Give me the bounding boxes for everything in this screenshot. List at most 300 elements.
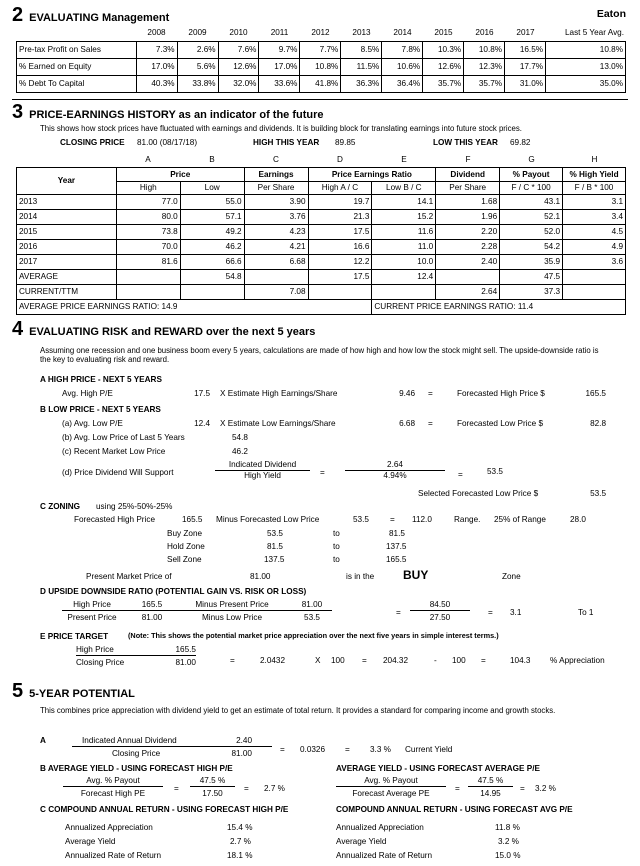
cell: 35.7% — [423, 76, 464, 93]
est-low-eps-value: 6.68 — [399, 419, 415, 428]
year-header: 2009 — [188, 27, 207, 37]
avg-pe-ratio: AVERAGE PRICE EARNINGS RATIO: 14.9 — [17, 300, 372, 315]
column-letter: D — [337, 155, 343, 165]
column-letter: E — [401, 155, 407, 165]
year-header: 2013 — [352, 27, 371, 37]
equals: = — [345, 745, 350, 754]
cell: 33.8% — [177, 76, 218, 93]
high-yield-label: High Yield — [244, 471, 281, 481]
row-label: AVERAGE — [17, 270, 117, 285]
b-avg-yield-avg-title: AVERAGE YIELD - USING FORECAST AVERAGE P/E — [336, 764, 540, 773]
cell: 52.0 — [500, 225, 563, 240]
cell: 37.3 — [500, 285, 563, 300]
cell: 40.3% — [136, 76, 177, 93]
b-avg-yield-high-title: B AVERAGE YIELD - USING FORECAST HIGH P/E — [40, 764, 233, 773]
management-grid — [16, 41, 626, 93]
est-high-eps-value: 9.46 — [399, 389, 415, 398]
cell: 17.7% — [505, 59, 546, 76]
sell-zone-from: 137.5 — [264, 555, 285, 564]
cell: 15.2 — [372, 210, 436, 225]
c-avg-yield-value: 2.7 % — [230, 837, 251, 846]
row-label: CURRENT/TTM — [17, 285, 117, 300]
a-dividend-value: 2.40 — [236, 736, 252, 745]
cell: 12.2 — [308, 255, 372, 270]
cell: 5.6% — [177, 59, 218, 76]
table-row — [17, 225, 626, 240]
current-row — [17, 285, 626, 300]
forecast-high-value: 165.5 — [585, 389, 606, 398]
column-letter: F — [465, 155, 471, 165]
cell: 73.8 — [116, 225, 180, 240]
section-number: 4 — [12, 318, 24, 340]
d-minus-present: 81.00 — [301, 600, 323, 609]
buy-zone-from: 53.5 — [267, 529, 283, 538]
d-minus-low: 53.5 — [304, 613, 320, 623]
c-appreciation-value: 15.4 % — [227, 823, 253, 832]
row-year: 2017 — [17, 255, 117, 270]
section-intro: This shows how stock prices have fluctuated with earnings and dividends. It is building block for translating earnings into future stock prices. — [40, 124, 522, 133]
low-this-year-label: LOW THIS YEAR — [433, 138, 498, 147]
d-high-price: 165.5 — [141, 600, 163, 609]
per-header: Price Earnings Ratio — [308, 168, 436, 182]
zoning-fhp-value: 165.5 — [182, 515, 203, 524]
cell: 10.8% — [300, 59, 341, 76]
cell: 49.2 — [180, 225, 244, 240]
a-current-yield-label: Current Yield — [405, 745, 453, 754]
cell: 54.2 — [500, 240, 563, 255]
cell: 9.7% — [259, 42, 300, 59]
section-intro: This combines price appreciation with dividend yield to get an estimate of total return. It provides a standard for comparing income and growth stocks. — [40, 706, 556, 715]
cell: 2.6% — [177, 42, 218, 59]
recent-low-value: 46.2 — [232, 447, 248, 456]
e-appreciation-label: % Appreciation — [550, 656, 605, 665]
sell-zone-label: Sell Zone — [167, 555, 202, 564]
table-row — [17, 195, 626, 210]
avg-cell: 10.8% — [546, 42, 626, 59]
c2-avg-yield-value: 3.2 % — [498, 837, 519, 846]
row-year: 2015 — [17, 225, 117, 240]
table-row — [17, 240, 626, 255]
cell: 8.5% — [341, 42, 382, 59]
equals: = — [174, 784, 179, 793]
b-payout-value: 47.5 % — [190, 776, 235, 787]
cell: 52.1 — [500, 210, 563, 225]
cell: 4.9 — [563, 240, 626, 255]
forecast-low-label: Forecasted Low Price $ — [457, 419, 544, 428]
e-price-target-note: (Note: This shows the potential market price appreciation over the next five years in simple interest terms.) — [128, 631, 499, 640]
zone-word: Zone — [502, 572, 521, 581]
subheader: Per Share — [244, 182, 308, 195]
year-header: 2015 — [434, 27, 453, 37]
cell: 57.1 — [180, 210, 244, 225]
cell: 11.0 — [372, 240, 436, 255]
cell — [563, 270, 626, 285]
e-high-price-label: High Price — [76, 645, 114, 654]
cell: 3.1 — [563, 195, 626, 210]
e-hundred: 100 — [331, 656, 345, 665]
cell: 6.68 — [244, 255, 308, 270]
c2-rate-of-return-value: 15.0 % — [495, 851, 521, 860]
a-closing-label: Closing Price — [112, 749, 161, 759]
cell: 17.5 — [308, 225, 372, 240]
year-header: 2016 — [475, 27, 494, 37]
equals: = — [488, 608, 493, 617]
indicated-dividend-label: Indicated Dividend — [215, 460, 310, 471]
cell: 35.9 — [500, 255, 563, 270]
cell: 14.1 — [372, 195, 436, 210]
d-minus-present-label: Minus Present Price — [195, 600, 269, 609]
d-updown-title: D UPSIDE DOWNSIDE RATIO (POTENTIAL GAIN VS. RISK OR LOSS) — [40, 587, 307, 596]
price-header: Price — [116, 168, 244, 182]
d-upside: 84.50 — [410, 600, 470, 611]
subheader: Low — [180, 182, 244, 195]
high-this-year-value: 89.85 — [335, 138, 356, 147]
zoning-range-label: Range. — [454, 515, 481, 524]
table-row — [17, 76, 626, 93]
cell: 1.68 — [436, 195, 500, 210]
equals: = — [362, 656, 367, 665]
cell: 10.3% — [423, 42, 464, 59]
forecast-high-label: Forecasted High Price $ — [457, 389, 545, 398]
b-low-price-title: B LOW PRICE - NEXT 5 YEARS — [40, 405, 161, 414]
cell: 36.4% — [382, 76, 423, 93]
sell-zone-to: 165.5 — [386, 555, 407, 564]
average-row — [17, 270, 626, 285]
est-low-eps-label: X Estimate Low Earnings/Share — [220, 419, 336, 428]
table-row — [17, 210, 626, 225]
cell: 7.7% — [300, 42, 341, 59]
table-row — [17, 42, 626, 59]
cell: 33.6% — [259, 76, 300, 93]
cell: 4.21 — [244, 240, 308, 255]
b-high-fraction-values — [190, 776, 235, 799]
cell: 12.4 — [372, 270, 436, 285]
low-this-year-value: 69.82 — [510, 138, 531, 147]
a-yield-decimal: 0.0326 — [300, 745, 326, 754]
e-appreciation-value: 104.3 — [510, 656, 531, 665]
c-zoning-title: C ZONING — [40, 502, 81, 511]
hold-zone-to: 137.5 — [386, 542, 407, 551]
b2-fraction-labels — [336, 776, 446, 799]
high-yield-value: 4.94% — [383, 471, 407, 481]
e-closing-price-label: Closing Price — [76, 658, 125, 668]
dividend-support-label: (d) Price Dividend Will Support — [62, 468, 174, 477]
equals: = — [396, 608, 401, 617]
avg-low-5y-value: 54.8 — [232, 433, 248, 442]
e-closing-price: 81.00 — [175, 658, 196, 668]
column-letter: B — [209, 155, 215, 165]
zoning-range-value: 112.0 — [412, 515, 432, 524]
section-4 — [12, 319, 628, 339]
section-title: EVALUATING RISK and REWARD over the next 5 years — [29, 326, 316, 338]
cell: 4.23 — [244, 225, 308, 240]
cell: 10.6% — [382, 59, 423, 76]
cell: 32.0% — [218, 76, 259, 93]
selected-low-label: Selected Forecasted Low Price $ — [418, 489, 539, 498]
equals: = — [280, 745, 285, 754]
cell: 81.6 — [116, 255, 180, 270]
buy-zone-label: Buy Zone — [167, 529, 203, 538]
section-title: 5-YEAR POTENTIAL — [29, 688, 135, 700]
e-minus: - — [434, 656, 437, 665]
c-rate-of-return-value: 18.1 % — [227, 851, 253, 860]
recent-low-label: (c) Recent Market Low Price — [62, 447, 166, 456]
dividend-support-value: 53.5 — [487, 467, 503, 476]
year-header: 2008 — [147, 27, 166, 37]
b-forecast-high-pe-value: 17.50 — [202, 789, 223, 799]
equals: = — [390, 515, 395, 524]
cell: 10.0 — [372, 255, 436, 270]
cell: 19.7 — [308, 195, 372, 210]
dividend-support-value-fraction — [345, 460, 445, 481]
section-3 — [12, 99, 628, 122]
c-compound-avg-title: COMPOUND ANNUAL RETURN - USING FORECAST AVG P/E — [336, 805, 573, 814]
cell: 2.64 — [436, 285, 500, 300]
company-name: Eaton — [596, 8, 626, 20]
row-year: 2013 — [17, 195, 117, 210]
closing-price-value: 81.00 (08/17/18) — [137, 138, 198, 147]
e-hundred-b: 100 — [452, 656, 466, 665]
cell: 2.40 — [436, 255, 500, 270]
table-row — [17, 59, 626, 76]
year-header: 2017 — [516, 27, 535, 37]
equals: = — [458, 470, 463, 479]
cell: 7.6% — [218, 42, 259, 59]
cell: 47.5 — [500, 270, 563, 285]
c-avg-yield-label: Average Yield — [65, 837, 116, 846]
subheader: Low B / C — [372, 182, 436, 195]
column-letter: H — [591, 155, 598, 165]
section-title: PRICE-EARNINGS HISTORY as an indicator of the future — [29, 109, 324, 121]
subheader: High A / C — [308, 182, 372, 195]
cell: 55.0 — [180, 195, 244, 210]
cell: 11.5% — [341, 59, 382, 76]
cell: 16.6 — [308, 240, 372, 255]
cell: 17.0% — [259, 59, 300, 76]
c2-appreciation-value: 11.8 % — [495, 823, 520, 832]
year-header: 2010 — [229, 27, 248, 37]
section-number: 3 — [12, 101, 24, 123]
d-present-price: 81.00 — [141, 613, 163, 623]
closing-price-label: CLOSING PRICE — [60, 138, 125, 147]
avg-cell: 35.0% — [546, 76, 626, 93]
cell: 2.28 — [436, 240, 500, 255]
row-label: % Earned on Equity — [17, 59, 137, 76]
cell: 11.6 — [372, 225, 436, 240]
cell — [244, 270, 308, 285]
avg-low-5y-label: (b) Avg. Low Price of Last 5 Years — [62, 433, 185, 442]
zoning-pct-value: 28.0 — [570, 515, 586, 524]
section-number: 5 — [12, 680, 24, 702]
e-ratio: 2.0432 — [260, 656, 286, 665]
cell — [372, 285, 436, 300]
cell — [116, 270, 180, 285]
cell: 43.1 — [500, 195, 563, 210]
present-price-value: 81.00 — [250, 572, 271, 581]
cell: 21.3 — [308, 210, 372, 225]
cell: 12.6% — [218, 59, 259, 76]
equals: = — [455, 784, 460, 793]
current-pe-ratio: CURRENT PRICE EARNINGS RATIO: 11.4 — [372, 300, 626, 315]
b-forecast-high-pe-label: Forecast High PE — [80, 789, 146, 799]
column-letter: G — [528, 155, 535, 165]
a-current-yield-letter: A — [40, 736, 46, 745]
b-payout-label: Avg. % Payout — [63, 776, 163, 787]
cell: 66.6 — [180, 255, 244, 270]
earnings-header: Earnings — [244, 168, 308, 182]
d-present-price-label: Present Price — [67, 613, 117, 623]
year-header: 2014 — [393, 27, 412, 37]
est-high-eps-label: X Estimate High Earnings/Share — [220, 389, 338, 398]
year-header: Year — [17, 168, 117, 195]
cell: 7.3% — [136, 42, 177, 59]
cell — [308, 285, 372, 300]
a-closing-value: 81.00 — [231, 749, 252, 759]
cell — [116, 285, 180, 300]
avg-high-pe-value: 17.5 — [194, 389, 210, 398]
d-minus-low-label: Minus Low Price — [201, 613, 263, 623]
section-number: 2 — [12, 4, 24, 26]
equals: = — [481, 656, 486, 665]
c2-appreciation-label: Annualized Appreciation — [336, 823, 424, 832]
cell: 1.96 — [436, 210, 500, 225]
cell: 12.3% — [464, 59, 505, 76]
b-high-fraction-labels — [63, 776, 163, 799]
cell: 36.3% — [341, 76, 382, 93]
cell: 31.0% — [505, 76, 546, 93]
high-this-year-label: HIGH THIS YEAR — [253, 138, 320, 147]
buy-zone-to: 81.5 — [389, 529, 405, 538]
section-5 — [12, 681, 628, 701]
section-2 — [12, 5, 628, 25]
updown-frac-values — [410, 600, 470, 623]
b2-payout-value: 47.5 % — [468, 776, 513, 787]
year-header: 2012 — [311, 27, 330, 37]
zoning-fhp-label: Forecasted High Price — [74, 515, 155, 524]
zoning-pct-label: 25% of Range — [494, 515, 546, 524]
d-ratio: 3.1 — [510, 608, 522, 617]
d-high-price-label: High Price — [73, 600, 111, 609]
b2-fraction-values — [468, 776, 513, 799]
equals: = — [428, 389, 433, 398]
c-compound-high-title: C COMPOUND ANNUAL RETURN - USING FORECAST HIGH P/E — [40, 805, 289, 814]
cell: 70.0 — [116, 240, 180, 255]
c2-rate-of-return-label: Annualized Rate of Return — [336, 851, 433, 860]
pe-summary-row — [17, 300, 626, 315]
high-yield-header: % High Yield — [563, 168, 626, 182]
b-avg-yield-high-value: 2.7 % — [264, 784, 285, 793]
cell: 4.5 — [563, 225, 626, 240]
cell: 12.6% — [423, 59, 464, 76]
subheader: Per Share — [436, 182, 500, 195]
zoning-split: using 25%-50%-25% — [96, 502, 173, 511]
subheader: High — [116, 182, 180, 195]
subheader: F / B * 100 — [563, 182, 626, 195]
dividend-header: Dividend — [436, 168, 500, 182]
d-to-one: To 1 — [578, 608, 594, 617]
zone-to: to — [333, 542, 340, 551]
section-title: EVALUATING Management — [29, 12, 170, 24]
cell: 77.0 — [116, 195, 180, 210]
cell: 17.0% — [136, 59, 177, 76]
e-frac-labels — [76, 645, 196, 668]
table-row — [17, 255, 626, 270]
cell — [436, 270, 500, 285]
zoning-flp-label: Minus Forecasted Low Price — [216, 515, 320, 524]
indicated-dividend-value: 2.64 — [345, 460, 445, 471]
pe-history-table — [16, 167, 626, 315]
hold-zone-label: Hold Zone — [167, 542, 205, 551]
a-high-price-title: A HIGH PRICE - NEXT 5 YEARS — [40, 375, 162, 384]
b2-forecast-avg-pe-value: 14.95 — [480, 789, 501, 799]
e-times: X — [315, 656, 321, 665]
selected-low-value: 53.5 — [590, 489, 606, 498]
c-rate-of-return-label: Annualized Rate of Return — [65, 851, 162, 860]
cell: 17.5 — [308, 270, 372, 285]
avg-header: Last 5 Year Avg. — [564, 27, 624, 37]
b2-forecast-avg-pe-label: Forecast Average PE — [352, 789, 430, 799]
a-yield-percent: 3.3 % — [370, 745, 391, 754]
avg-low-pe-label: (a) Avg. Low P/E — [62, 419, 123, 428]
e-high-price: 165.5 — [175, 645, 196, 654]
dividend-support-label-fraction — [215, 460, 310, 481]
table-header-row — [16, 26, 626, 39]
c2-avg-yield-label: Average Yield — [336, 837, 387, 846]
cell: 7.8% — [382, 42, 423, 59]
updown-frac-labels — [62, 600, 332, 623]
cell: 3.90 — [244, 195, 308, 210]
equals: = — [230, 656, 235, 665]
b2-payout-label: Avg. % Payout — [336, 776, 446, 787]
pe-letters — [16, 154, 626, 166]
cell: 16.5% — [505, 42, 546, 59]
cell: 3.76 — [244, 210, 308, 225]
cell: 80.0 — [116, 210, 180, 225]
b2-avg-yield-avg-value: 3.2 % — [535, 784, 556, 793]
subheader: F / C * 100 — [500, 182, 563, 195]
cell — [563, 285, 626, 300]
a-yield-fraction — [72, 736, 272, 759]
payout-header: % Payout — [500, 168, 563, 182]
cell: 2.20 — [436, 225, 500, 240]
year-header: 2011 — [270, 27, 289, 37]
cell: 41.8% — [300, 76, 341, 93]
cell: 3.4 — [563, 210, 626, 225]
zoning-flp-value: 53.5 — [353, 515, 369, 524]
cell — [180, 285, 244, 300]
column-letter: A — [145, 155, 151, 165]
present-price-label: Present Market Price of — [86, 572, 172, 581]
cell: 7.08 — [244, 285, 308, 300]
c-appreciation-label: Annualized Appreciation — [65, 823, 153, 832]
cell: 46.2 — [180, 240, 244, 255]
cell: 54.8 — [180, 270, 244, 285]
avg-cell: 13.0% — [546, 59, 626, 76]
is-in-the: is in the — [346, 572, 375, 581]
table-header-row — [17, 168, 626, 182]
avg-high-pe-label: Avg. High P/E — [62, 389, 113, 398]
column-letter: C — [273, 155, 279, 165]
zone-to: to — [333, 555, 340, 564]
section-intro: Assuming one recession and one business boom every 5 years, calculations are made of how high and how low the stock might sell. The upside-downside ratio is the key to evaluating risk and reward. — [40, 346, 599, 364]
equals: = — [428, 419, 433, 428]
row-year: 2014 — [17, 210, 117, 225]
equals: = — [244, 784, 249, 793]
e-product: 204.32 — [383, 656, 409, 665]
e-price-target-title: E PRICE TARGET — [40, 632, 109, 641]
equals: = — [320, 468, 325, 477]
cell: 35.7% — [464, 76, 505, 93]
